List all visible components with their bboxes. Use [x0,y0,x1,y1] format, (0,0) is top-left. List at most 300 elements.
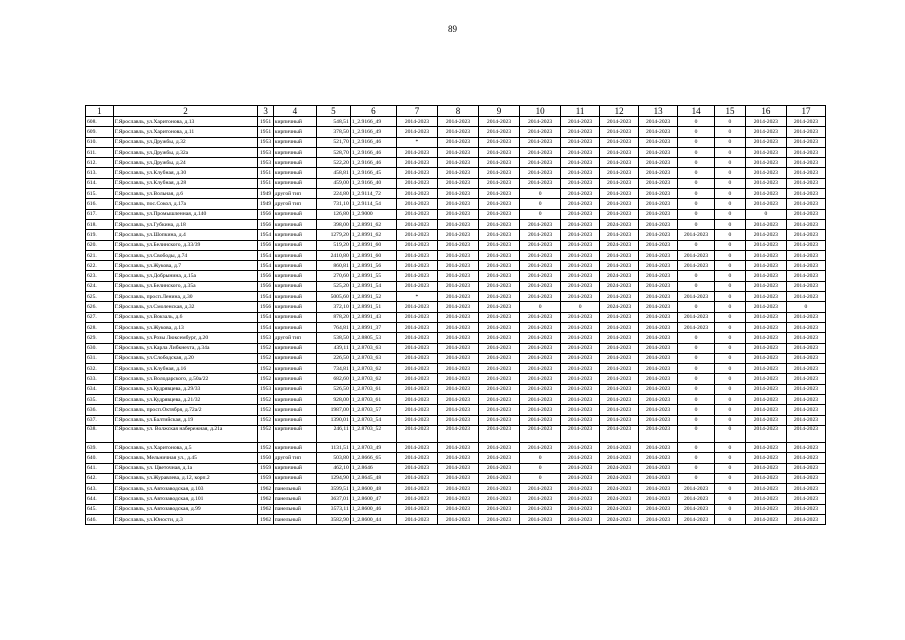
table-cell: 528,70 [316,147,350,157]
table-cell: 1954 [258,312,273,322]
table-cell: 0 [678,240,715,250]
table-cell: 224,80 [316,189,350,199]
table-cell: 0 [715,494,746,504]
table-cell: 2014-2023 [437,405,478,415]
table-cell: 2014-2023 [745,514,786,524]
table-cell: 616. [86,199,114,209]
table-cell: 2014-2023 [786,425,825,442]
table-cell: 2014-2023 [437,484,478,494]
table-cell: 0 [715,137,746,147]
column-header: 5 [316,106,350,117]
table-cell: 2014-2023 [437,271,478,281]
table-cell: 2014-2023 [786,178,825,188]
table-cell: 2014-2023 [396,405,437,415]
table-cell: 2014-2023 [639,395,678,405]
table-cell: 1_2.8991_60 [350,250,396,260]
table-cell: 2014-2023 [745,453,786,463]
table-cell: 2014-2023 [600,292,639,302]
table-cell: 0 [715,312,746,322]
table-cell: 2014-2023 [745,240,786,250]
table-row [86,117,826,127]
table-cell: 634. [86,384,114,394]
table-cell: 0 [678,395,715,405]
table-cell: 2014-2023 [520,504,561,514]
table-cell: 2014-2023 [678,494,715,504]
table-cell: 2024-2023 [600,463,639,473]
table-row [86,333,826,343]
table-cell: 2014-2023 [600,442,639,452]
table-cell: кирпичный [273,302,316,312]
table-cell: 641. [86,463,114,473]
table-cell: 3573,11 [316,504,350,514]
table-cell: 2014-2023 [678,514,715,524]
table-cell: 0 [520,209,561,219]
table-cell: кирпичный [273,395,316,405]
table-cell: 0 [678,117,715,127]
table-cell: * [396,292,437,302]
table-cell: 2014-2023 [639,453,678,463]
table-cell: 2014-2023 [561,353,600,363]
table-cell: 2014-2023 [600,312,639,322]
table-cell: 3582,90 [316,514,350,524]
table-cell: 0 [520,473,561,483]
table-cell: 2014-2023 [786,281,825,291]
table-cell: 2014-2023 [600,384,639,394]
table-cell: Г.Ярославль, ул.Вольная, д.6 [113,189,258,199]
table-cell: 2014-2023 [396,374,437,384]
table-cell: 618. [86,219,114,229]
table-cell: Г.Ярославль, просп.Октября, д.72а/2 [113,405,258,415]
table-cell: 2014-2023 [745,484,786,494]
table-cell: 378,50 [316,127,350,137]
table-cell: 0 [715,364,746,374]
table-cell: 2014-2023 [437,514,478,524]
table-cell: 2014-2023 [479,261,520,271]
table-cell: 2014-2023 [396,127,437,137]
table-cell: 2014-2023 [639,137,678,147]
table-cell: 2014-2023 [396,473,437,483]
table-cell: 1_2.8991_51 [350,302,396,312]
table-cell: кирпичный [273,425,316,442]
table-cell: 0 [678,374,715,384]
table-cell: Г.Ярославль, ул.Балтийская, д.19 [113,415,258,425]
table-cell: 0 [715,463,746,473]
table-cell: 2014-2023 [639,178,678,188]
table-row [86,147,826,157]
table-cell: 2014-2023 [520,333,561,343]
table-cell: 2014-2023 [786,353,825,363]
table-cell: 2014-2023 [786,312,825,322]
table-cell: 2014-2023 [561,127,600,137]
table-cell: 2014-2023 [520,147,561,157]
table-cell: Г.Ярославль, ул.Кудрявцева, д.21/32 [113,395,258,405]
table-cell: 2014-2023 [678,292,715,302]
table-cell: 2014-2023 [437,374,478,384]
table-cell: 2014-2023 [520,158,561,168]
table-cell: 2014-2023 [561,463,600,473]
table-cell: 2014-2023 [396,117,437,127]
table-cell: 1_2.9000 [350,209,396,219]
table-cell: 2014-2023 [745,117,786,127]
table-cell: 2014-2023 [561,473,600,483]
table-cell: 2014-2023 [745,374,786,384]
table-cell: 1_2.8991_62 [350,219,396,229]
table-row [86,250,826,260]
table-cell: 0 [715,209,746,219]
table-cell: 3599,51 [316,484,350,494]
table-row [86,384,826,394]
table-cell: Г.Ярославль, ул. Цветочная, д.1а [113,463,258,473]
table-cell: 459,00 [316,178,350,188]
table-cell: 2014-2023 [520,168,561,178]
table-cell: 2014-2023 [786,322,825,332]
table-cell: 439,11 [316,343,350,353]
table-cell: 2014-2023 [396,343,437,353]
table-cell: 2014-2023 [786,137,825,147]
table-cell: 619. [86,230,114,240]
table-cell: 2014-2023 [479,271,520,281]
table-cell: кирпичный [273,322,316,332]
table-cell: 2014-2023 [561,281,600,291]
table-cell: 2014-2023 [639,240,678,250]
table-cell: Г.Ярославль, ул.Жукова, д.7 [113,261,258,271]
table-cell: Г.Ярославль, просп.Ленина, д.30 [113,292,258,302]
table-cell: 2014-2023 [639,127,678,137]
table-cell: 2014-2023 [396,168,437,178]
table-row [86,281,826,291]
table-cell: 1952 [258,442,273,452]
table-cell: 2014-2023 [437,473,478,483]
table-cell: 2014-2023 [561,514,600,524]
table-cell: 2014-2023 [745,473,786,483]
table-row [86,425,826,442]
table-cell: Г.Ярославль, ул.Харитонова, д.5 [113,442,258,452]
table-cell: 1952 [258,395,273,405]
table-cell: 372,10 [316,302,350,312]
table-cell: 0 [678,353,715,363]
table-cell: 1_2.8991_54 [350,281,396,291]
table-cell: 2014-2023 [786,364,825,374]
table-cell: 0 [678,442,715,452]
table-cell: 2014-2023 [561,240,600,250]
table-cell: 2014-2023 [437,178,478,188]
table-cell: 0 [678,425,715,442]
table-cell: 2014-2023 [786,292,825,302]
table-cell: 0 [520,189,561,199]
table-cell: кирпичный [273,147,316,157]
table-row [86,442,826,452]
table-cell: кирпичный [273,343,316,353]
table-cell: 1953 [258,147,273,157]
table-cell: 2014-2023 [786,504,825,514]
table-cell: 2014-2023 [639,484,678,494]
table-cell: 2014-2023 [520,343,561,353]
table-cell: 2014-2023 [786,117,825,127]
table-cell: 0 [715,442,746,452]
column-header: 4 [273,106,316,117]
table-cell: 636. [86,405,114,415]
table-cell: 1_2.8991_43 [350,312,396,322]
table-cell: 0 [678,453,715,463]
table-cell: 0 [715,473,746,483]
table-cell: 1_2.9166_46 [350,158,396,168]
table-cell: 2014-2023 [561,312,600,322]
table-cell: 1951 [258,127,273,137]
table-cell: 1952 [258,374,273,384]
table-cell: 2014-2023 [437,127,478,137]
table-cell: Г.Ярославль, ул.Белинского, д.33/39 [113,240,258,250]
table-cell: 1953 [258,158,273,168]
table-cell: 0 [715,230,746,240]
table-cell: 0 [715,333,746,343]
table-cell: 2014-2023 [396,463,437,473]
table-cell: 538,50 [316,333,350,343]
table-cell: 519,20 [316,240,350,250]
table-cell: 623. [86,271,114,281]
table-cell: 2014-2023 [396,395,437,405]
table-cell: 2014-2023 [437,189,478,199]
table-cell: 2014-2023 [678,312,715,322]
table-cell: 1952 [258,343,273,353]
table-row [86,405,826,415]
table-cell: 2014-2023 [479,230,520,240]
table-cell: 2014-2023 [396,271,437,281]
table-cell: 2014-2023 [396,178,437,188]
table-cell: 2014-2023 [437,442,478,452]
table-cell: кирпичный [273,178,316,188]
table-cell: 0 [715,178,746,188]
table-cell: кирпичный [273,384,316,394]
table-cell: 2014-2023 [479,364,520,374]
table-cell: 2014-2023 [520,353,561,363]
table-row [86,463,826,473]
table-cell: 2014-2023 [479,343,520,353]
table-cell: 0 [715,261,746,271]
table-cell: 2014-2023 [437,425,478,442]
table-cell: 2014-2023 [639,343,678,353]
table-cell: 2014-2023 [479,189,520,199]
table-cell: 2014-2023 [437,504,478,514]
table-cell: 2014-2023 [561,147,600,157]
table-cell: кирпичный [273,281,316,291]
table-cell: 2014-2023 [479,240,520,250]
table-cell: 2014-2023 [639,281,678,291]
table-cell: 2014-2023 [520,117,561,127]
table-cell: 2014-2023 [561,178,600,188]
table-row [86,292,826,302]
table-cell: 2014-2023 [396,415,437,425]
table-cell: 2014-2023 [561,292,600,302]
table-cell: 2014-2023 [678,504,715,514]
table-cell: 1962 [258,504,273,514]
table-cell: 640. [86,453,114,463]
table-cell: 2014-2023 [639,292,678,302]
table-row [86,178,826,188]
table-cell: 2014-2023 [396,353,437,363]
table-cell: 2014-2023 [437,261,478,271]
table-cell: 0 [715,219,746,229]
table-cell: 2014-2023 [437,230,478,240]
table-cell: 2014-2023 [786,127,825,137]
table-cell: 2014-2023 [639,504,678,514]
table-cell: кирпичный [273,353,316,363]
table-cell: 0 [678,405,715,415]
table-cell: 628. [86,322,114,332]
table-row [86,415,826,425]
table-cell: 0 [715,281,746,291]
table-cell: 0 [520,453,561,463]
table-cell: 1_2.8703_54 [350,415,396,425]
table-cell: 644. [86,494,114,504]
table-row [86,484,826,494]
table-cell: 2014-2023 [600,261,639,271]
table-cell: 2014-2023 [678,250,715,260]
table-cell: 1962 [258,514,273,524]
table-cell: 2014-2023 [479,384,520,394]
table-cell: 0 [678,333,715,343]
table-cell: 2014-2023 [786,343,825,353]
table-cell: 503,80 [316,453,350,463]
table-cell: 2014-2023 [678,484,715,494]
table-cell: 1_2.9166_40 [350,178,396,188]
table-row [86,374,826,384]
table-cell: 2014-2023 [479,178,520,188]
table-cell: 2014-2023 [479,453,520,463]
table-cell: 1949 [258,189,273,199]
table-cell: 611. [86,147,114,157]
table-cell: 2014-2023 [479,209,520,219]
table-cell: 2014-2023 [745,250,786,260]
table-cell: Г.Ярославль, ул.Слободская, д.20 [113,353,258,363]
table-cell: 2014-2023 [561,343,600,353]
table-cell: 1951 [258,168,273,178]
table-cell: 2014-2023 [437,209,478,219]
column-header: 15 [715,106,746,117]
table-cell: 1_2.8703_63 [350,343,396,353]
table-cell: 2014-2023 [600,333,639,343]
table-cell: Г.Ярославль, ул.Дружбы, д.24 [113,158,258,168]
table-cell: 0 [678,473,715,483]
table-cell: 2014-2023 [639,463,678,473]
table-cell: 1_2.8703_62 [350,374,396,384]
table-cell: 1952 [258,425,273,442]
table-cell: 0 [678,178,715,188]
table-cell: 2014-2023 [745,425,786,442]
table-cell: 2014-2023 [561,158,600,168]
table-cell: Г.Ярославль, пос.Сокол, д.17а [113,199,258,209]
table-cell: 1_2.8805_53 [350,333,396,343]
table-cell: 2014-2023 [745,395,786,405]
table-cell: 0 [715,504,746,514]
table-cell: 2014-2023 [639,322,678,332]
table-cell: 2014-2023 [520,281,561,291]
table-cell: 0 [678,147,715,157]
table-cell: 2014-2023 [639,374,678,384]
table-cell: 226,50 [316,353,350,363]
table-cell: панельный [273,494,316,504]
table-cell: 0 [678,158,715,168]
table-cell: 2014-2023 [479,199,520,209]
table-cell: 1954 [258,322,273,332]
table-cell: 2014-2023 [520,384,561,394]
table-cell: 1_2.9114_54 [350,199,396,209]
table-row [86,271,826,281]
table-cell: 2014-2023 [600,230,639,240]
table-cell: 1953 [258,384,273,394]
table-cell: 1959 [258,473,273,483]
table-cell: 2014-2023 [786,199,825,209]
column-header: 8 [437,106,478,117]
table-cell: 0 [715,147,746,157]
table-cell: 0 [715,158,746,168]
table-cell: кирпичный [273,230,316,240]
table-cell: 2014-2023 [437,250,478,260]
table-cell: 2014-2023 [600,117,639,127]
table-cell: Г.Ярославль, ул.Промышленная, д.140 [113,209,258,219]
table-cell: 631. [86,353,114,363]
table-cell: 0 [715,453,746,463]
table-cell: 610. [86,137,114,147]
table-cell: 2014-2023 [479,137,520,147]
table-cell: 0 [715,302,746,312]
table-cell: 2014-2023 [520,395,561,405]
table-cell: 2014-2023 [437,158,478,168]
table-cell: 1_2.8991_62 [350,230,396,240]
table-cell: 1_2.8991_37 [350,322,396,332]
table-cell: кирпичный [273,405,316,415]
table-cell: 2014-2023 [561,425,600,442]
table-cell: 2014-2023 [396,384,437,394]
table-cell: 2014-2023 [786,494,825,504]
table-cell: 1_2.8703_52 [350,425,396,442]
table-cell: 2014-2023 [639,261,678,271]
table-cell: 2014-2023 [437,137,478,147]
table-cell: * [396,137,437,147]
table-cell: 1951 [258,178,273,188]
table-cell: 627. [86,312,114,322]
table-cell: 2014-2023 [600,374,639,384]
table-cell: 2014-2023 [561,137,600,147]
table-cell: 734,81 [316,364,350,374]
column-header: 6 [350,106,396,117]
table-cell: 2014-2023 [600,405,639,415]
table-row [86,230,826,240]
column-header: 13 [639,106,678,117]
table-cell: 2014-2023 [396,199,437,209]
table-cell: 2014-2023 [520,322,561,332]
table-cell: 646. [86,514,114,524]
table-cell: 0 [715,405,746,415]
table-cell: 0 [715,117,746,127]
table-cell: 548,51 [316,117,350,127]
table-cell: 1954 [258,261,273,271]
table-cell: другой тип [273,199,316,209]
table-cell: 0 [715,384,746,394]
table-cell: Г.Ярославль, ул.Журавлева, д.12, корп.2 [113,473,258,483]
table-cell: 0 [678,281,715,291]
table-cell: 638. [86,425,114,442]
table-cell: 2014-2023 [678,322,715,332]
table-cell: 2014-2023 [600,322,639,332]
table-cell: кирпичный [273,219,316,229]
page-number: 89 [448,24,457,34]
table-cell: 2014-2023 [639,415,678,425]
table-cell: 2014-2023 [745,199,786,209]
table-cell: 0 [678,271,715,281]
table-cell: 5005,60 [316,292,350,302]
table-cell: 2014-2023 [479,292,520,302]
table-cell: Г.Ярославль, ул.Юности, д.3 [113,514,258,524]
